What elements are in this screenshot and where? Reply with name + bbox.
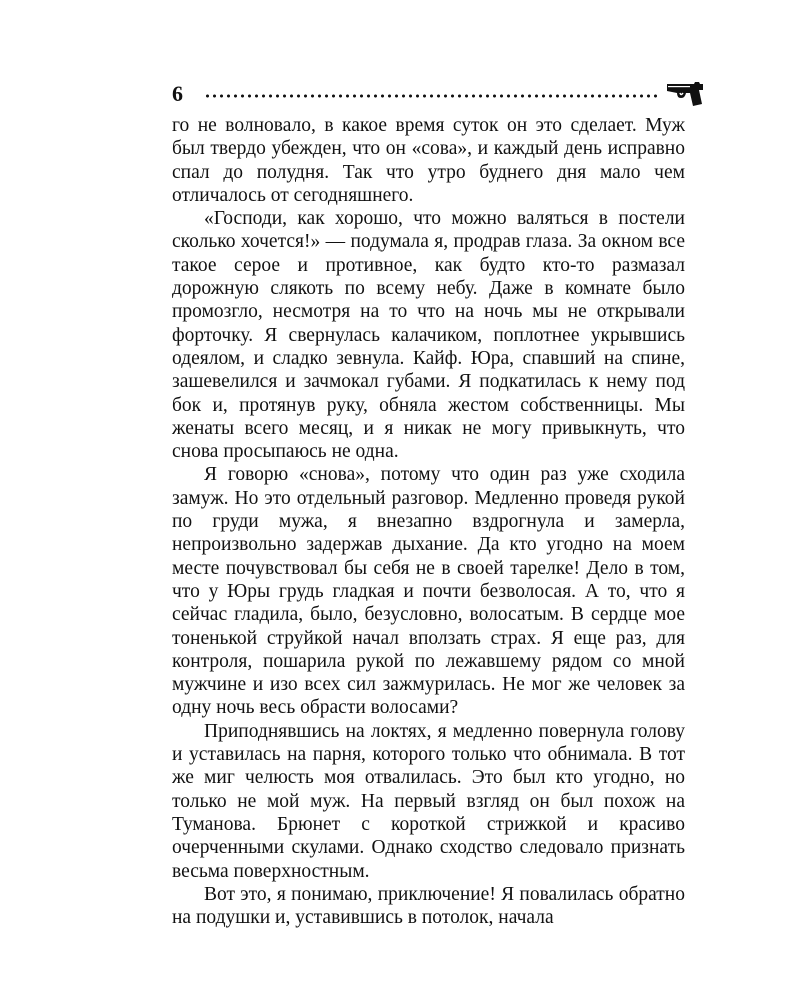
paragraph: Я говорю «снова», потому что один раз уже сходила замуж. Но это отдельный разговор. Медленно проведя рукой по груди мужа, я внезапно вздрогнула и замерла, непроизвольно задержав дыхание. Да кто угодно на моем месте почувствовал бы себя не в своей тарелке! Дело в том, что у Юры грудь гладкая и почти безволосая. А то, что я сейчас гладила, было, безусловно, волосатым. В сердце мое тоненькой струйкой начал вползать страх. Я еще раз, для контроля, пошарила рукой по лежавшему рядом со мной мужчине и изо всех сил зажмурилась. Не мог же человек за одну ночь весь обрасти волосами? xyxy=(172,464,685,719)
paragraph: Вот это, я понимаю, приключение! Я повалилась обратно на подушки и, уставившись в потолок, начала xyxy=(172,883,685,929)
page-header xyxy=(172,78,706,110)
dotted-rule xyxy=(204,94,659,98)
paragraph: «Господи, как хорошо, что можно валяться в постели сколько хочется!» — подумала я, продрав глаза. За окном все такое серое и противное, как будто кто-то размазал дорожную слякоть по всему небу. Даже в комнате было промозгло, несмотря на то что на ночь мы не открывали форточку. Я свернулась калачиком, поплотнее укрывшись одеялом, и сладко зевнула. Кайф. Юра, спавший на спине, зашевелился и зачмокал губами. Я подкатилась к нему под бок и, протянув руку, обняла жестом собственницы. Мы женаты всего месяц, и я никак не могу привыкнуть, что снова просыпаюсь не одна. xyxy=(172,208,685,463)
pistol-icon xyxy=(666,80,706,108)
paragraph: го не волновало, в какое время суток он это сделает. Муж был твердо убежден, что он «сова», и каждый день исправно спал до полудня. Так что утро буднего дня мало чем отличалось от сегодняшнего. xyxy=(172,115,685,206)
body-text xyxy=(172,114,685,929)
page-number: 6 xyxy=(172,81,183,106)
paragraph: Приподнявшись на локтях, я медленно повернула голову и уставилась на парня, которого только что обнимала. В тот же миг челюсть моя отвалилась. Это был кто угодно, но только не мой муж. На первый взгляд он был похож на Туманова. Брюнет с короткой стрижкой и красиво очерченными скулами. Однако сходство следовало признать весьма поверхностным. xyxy=(172,720,685,882)
